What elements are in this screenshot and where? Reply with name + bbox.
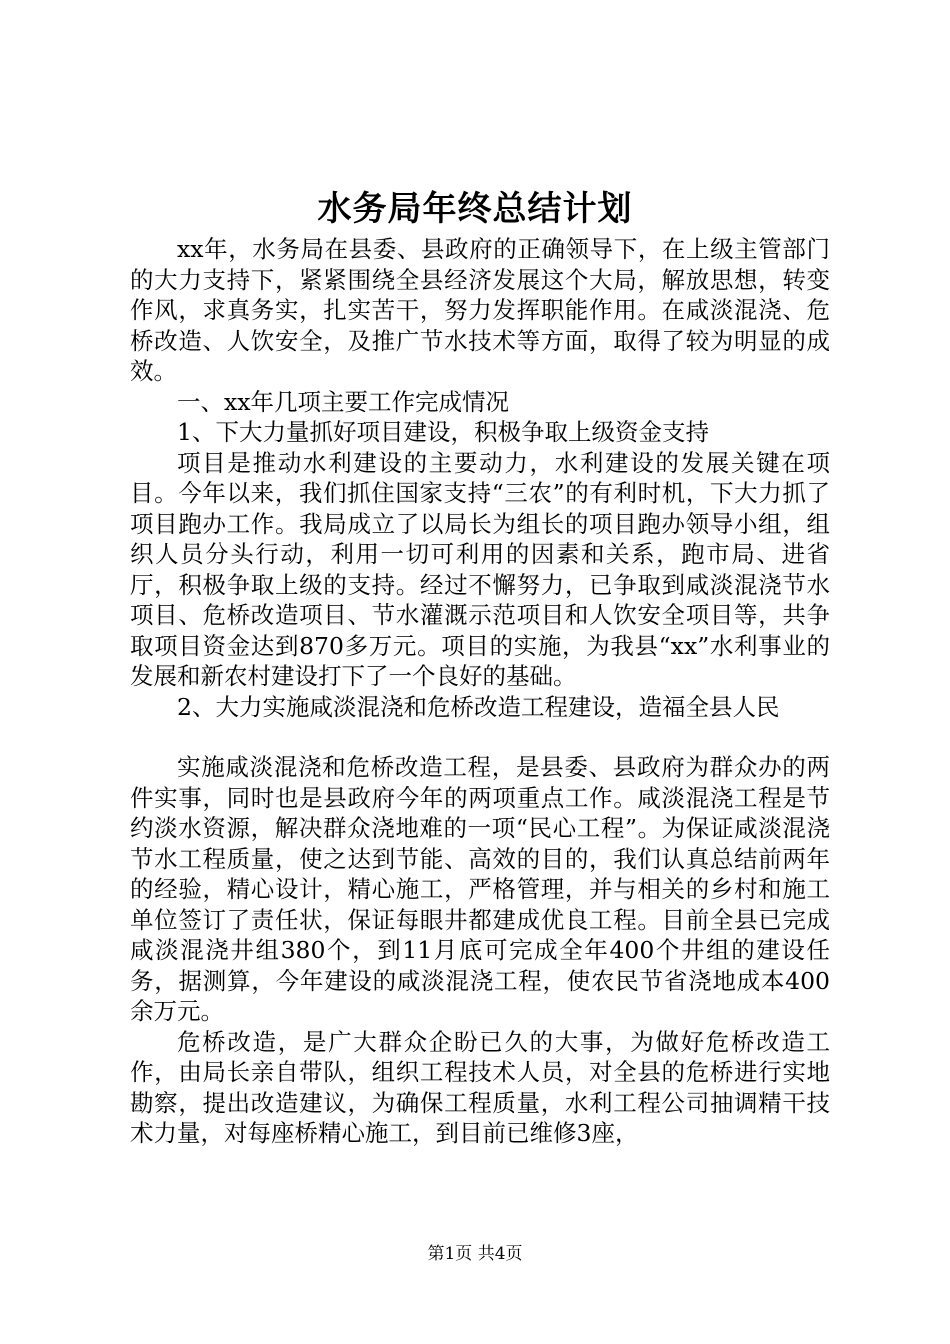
subsection-heading-2: 2、大力实施咸淡混浇和危桥改造工程建设，造福全县人民 <box>177 692 780 721</box>
page-number-footer: 第1页 共4页 <box>427 1244 523 1264</box>
section-heading: 一、xx年几项主要工作完成情况 <box>177 387 510 416</box>
subsection-heading-1: 1、下大力量抓好项目建设，积极争取上级资金支持 <box>177 418 709 446</box>
document-title: 水务局年终总结计划 <box>317 189 633 229</box>
paragraph-projects: 项目是推动水利建设的主要动力，水利建设的发展关键在项目。今年以来，我们抓住国家支持“三农”的有利时机，下大力抓了项目跑办工作。我局成立了以局长为组长的项目跑办领导小组，组织人员分头行动，利用一切可利用的因素和关系，跑市局、进省厅，积极争取上级的支持。经过不懈努力，已争取到咸淡混浇节水项目、危桥改造项目、节水灌溉示范项目和人饮安全项目等，共争取项目资金达到870多万元。项目的实施，为我县“xx”水利事业的发展和新农村建设打下了一个良好的基础。 <box>130 448 830 690</box>
document-body <box>130 234 830 1149</box>
paragraph-intro: xx年，水务局在县委、县政府的正确领导下，在上级主管部门的大力支持下，紧紧围绕全县经济发展这个大局，解放思想，转变作风，求真务实，扎实苦干，努力发挥职能作用。在咸淡混浇、危桥改造、人饮安全，及推广节水技术等方面，取得了较为明显的成效。 <box>130 235 830 385</box>
paragraph-bridges: 危桥改造，是广大群众企盼已久的大事，为做好危桥改造工作，由局长亲自带队，组织工程技术人员，对全县的危桥进行实地勘察，提出改造建议，为确保工程质量，水利工程公司抽调精干技术力量，对每座桥精心施工，到目前已维修3座， <box>130 1027 830 1147</box>
paragraph-irrigation: 实施咸淡混浇和危桥改造工程，是县委、县政府为群众办的两件实事，同时也是县政府今年的两项重点工作。咸淡混浇工程是节约淡水资源，解决群众浇地难的一项“民心工程”。为保证咸淡混浇节水工程质量，使之达到节能、高效的目的，我们认真总结前两年的经验，精心设计，精心施工，严格管理，并与相关的乡村和施工单位签订了责任状，保证每眼井都建成优良工程。目前全县已完成咸淡混浇井组380个，到11月底可完成全年400个井组的建设任务，据测算，今年建设的咸淡混浇工程，使农民节省浇地成本400余万元。 <box>130 753 830 1025</box>
